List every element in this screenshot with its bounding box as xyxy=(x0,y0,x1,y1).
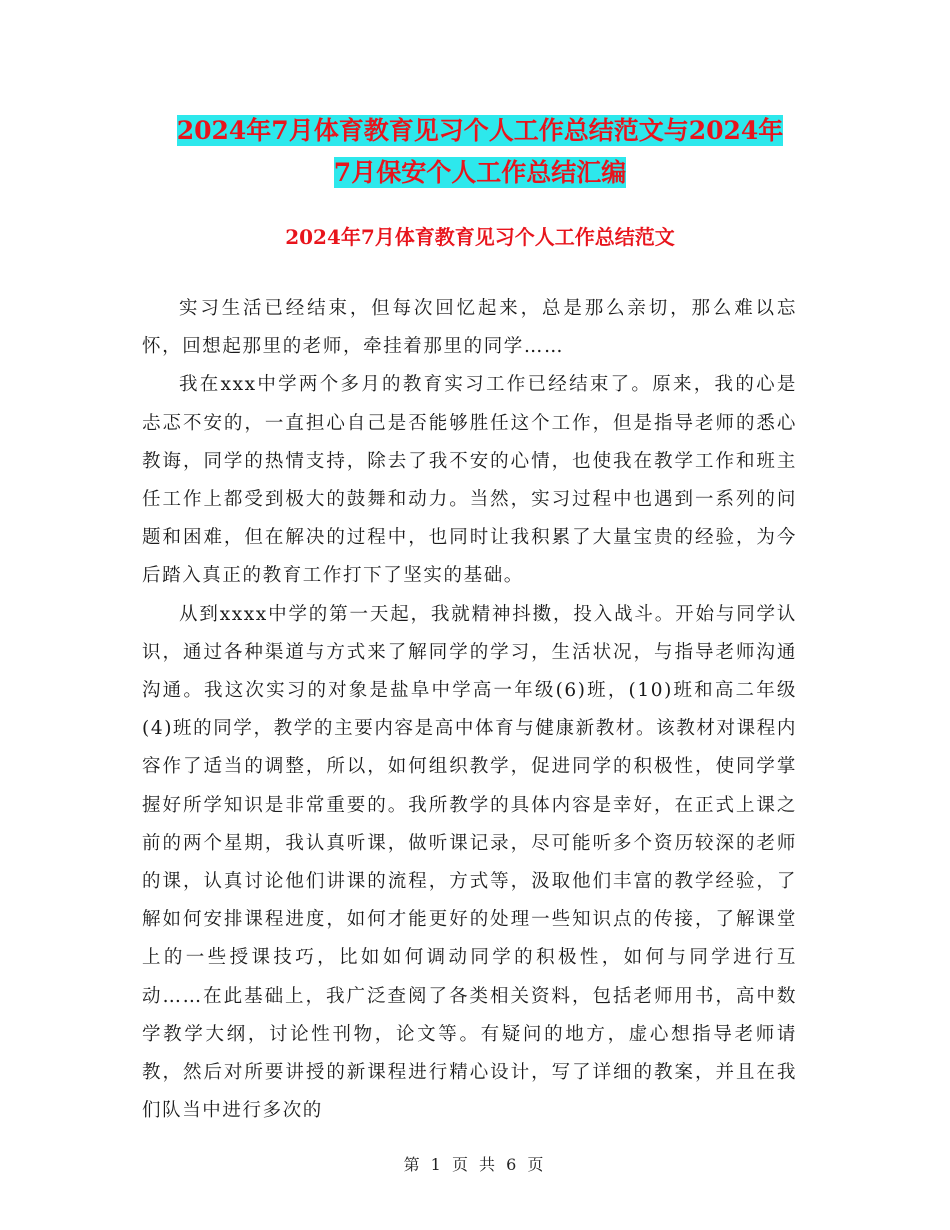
paragraph-3: 从到xxxx中学的第一天起，我就精神抖擞，投入战斗。开始与同学认识，通过各种渠道与方式来了解同学的学习，生活状况，与指导老师沟通沟通。我这次实习的对象是盐阜中学高一年级(6)班，(10)班和高二年级(4)班的同学，教学的主要内容是高中体育与健康新教材。该教材对课程内容作了适当的调整，所以，如何组织教学，促进同学的积极性，使同学掌握好所学知识是非常重要的。我所教学的具体内容是幸好，在正式上课之前的两个星期，我认真听课，做听课记录，尽可能听多个资历较深的老师的课，认真讨论他们讲课的流程，方式等，汲取他们丰富的教学经验，了解如何安排课程进度，如何才能更好的处理一些知识点的传接，了解课堂上的一些授课技巧，比如如何调动同学的积极性，如何与同学进行互动……在此基础上，我广泛查阅了各类相关资料，包括老师用书，高中数学教学大纲，讨论性刊物，论文等。有疑问的地方，虚心想指导老师请教，然后对所要讲授的新课程进行精心设计，写了详细的教案，并且在我们队当中进行多次的 xyxy=(142,603,797,1122)
page-footer: 第 1 页 共 6 页 xyxy=(403,1155,547,1174)
title-line-1: 2024年7月体育教育见习个人工作总结范文与2024年 xyxy=(176,116,784,145)
body-text xyxy=(142,290,797,1130)
title-line-2: 7月保安个人工作总结汇编 xyxy=(333,158,627,187)
section-title: 2024年7月体育教育见习个人工作总结范文 xyxy=(285,225,675,249)
paragraph-2: 我在xxx中学两个多月的教育实习工作已经结束了。原来，我的心是忐忑不安的，一直担心自己是否能够胜任这个工作，但是指导老师的悉心教诲，同学的热情支持，除去了我不安的心情，也使我在教学工作和班主任工作上都受到极大的鼓舞和动力。当然，实习过程中也遇到一系列的问题和困难，但在解决的过程中，也同时让我积累了大量宝贵的经验，为今后踏入真正的教育工作打下了坚实的基础。 xyxy=(142,374,797,587)
paragraph-1: 实习生活已经结束，但每次回忆起来，总是那么亲切，那么难以忘怀，回想起那里的老师，牵挂着那里的同学…… xyxy=(142,298,797,358)
document-title xyxy=(140,110,820,194)
